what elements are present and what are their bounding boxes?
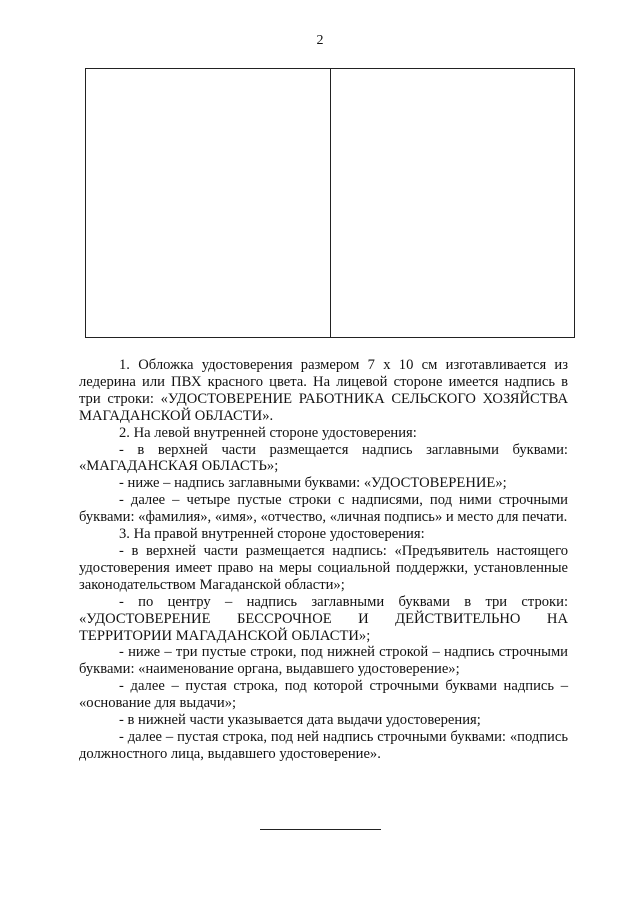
paragraph-right-side-heading: 3. На правой внутренней стороне удостоверения: <box>119 526 425 543</box>
end-of-document-line <box>260 829 381 830</box>
document-body <box>79 357 568 763</box>
paragraph-right-top: - в верхней части размещается надпись: «Предъявитель настоящего удостоверения имеет право на меры социальной поддержки, установленные законодательством Магаданской области»; <box>79 542 568 593</box>
id-card-fold-divider <box>330 68 331 338</box>
paragraph-right-basis: - далее – пустая строка, под которой строчными буквами надпись – «основание для выдачи»; <box>79 678 568 712</box>
paragraph-cover-description: 1. Обложка удостоверения размером 7 х 10 см изготавливается из ледерина или ПВХ красного цвета. На лицевой стороне имеется надпись в три строки: «УДОСТОВЕРЕНИЕ РАБОТНИКА СЕЛЬСКОГО ХОЗЯЙСТВА МАГАДАНСКОЙ ОБЛАСТИ». <box>79 357 568 424</box>
paragraph-left-top: - в верхней части размещается надпись заглавными буквами: «МАГАДАНСКАЯ ОБЛАСТЬ»; <box>79 441 568 475</box>
page-number: 2 <box>316 33 324 48</box>
paragraph-right-below: - ниже – три пустые строки, под нижней строкой – надпись строчными буквами: «наименование органа, выдавшего удостоверение»; <box>79 644 568 678</box>
paragraph-left-below: - ниже – надпись заглавными буквами: «УДОСТОВЕРЕНИЕ»; <box>119 475 507 492</box>
paragraph-left-lines: - далее – четыре пустые строки с надписями, под ними строчными буквами: «фамилия», «имя», «отчество, «личная подпись» и место для печати. <box>79 492 568 526</box>
paragraph-right-bottom: - в нижней части указывается дата выдачи удостоверения; <box>119 712 481 729</box>
paragraph-right-signature: - далее – пустая строка, под ней надпись строчными буквами: «подпись должностного лица, выдавшего удостоверение». <box>79 728 568 762</box>
paragraph-right-center: - по центру – надпись заглавными буквами в три строки: «УДОСТОВЕРЕНИЕ БЕССРОЧНОЕ И ДЕЙСТВИТЕЛЬНО НА ТЕРРИТОРИИ МАГАДАНСКОЙ ОБЛАСТИ»; <box>79 593 568 644</box>
paragraph-left-side-heading: 2. На левой внутренней стороне удостоверения: <box>119 424 417 441</box>
